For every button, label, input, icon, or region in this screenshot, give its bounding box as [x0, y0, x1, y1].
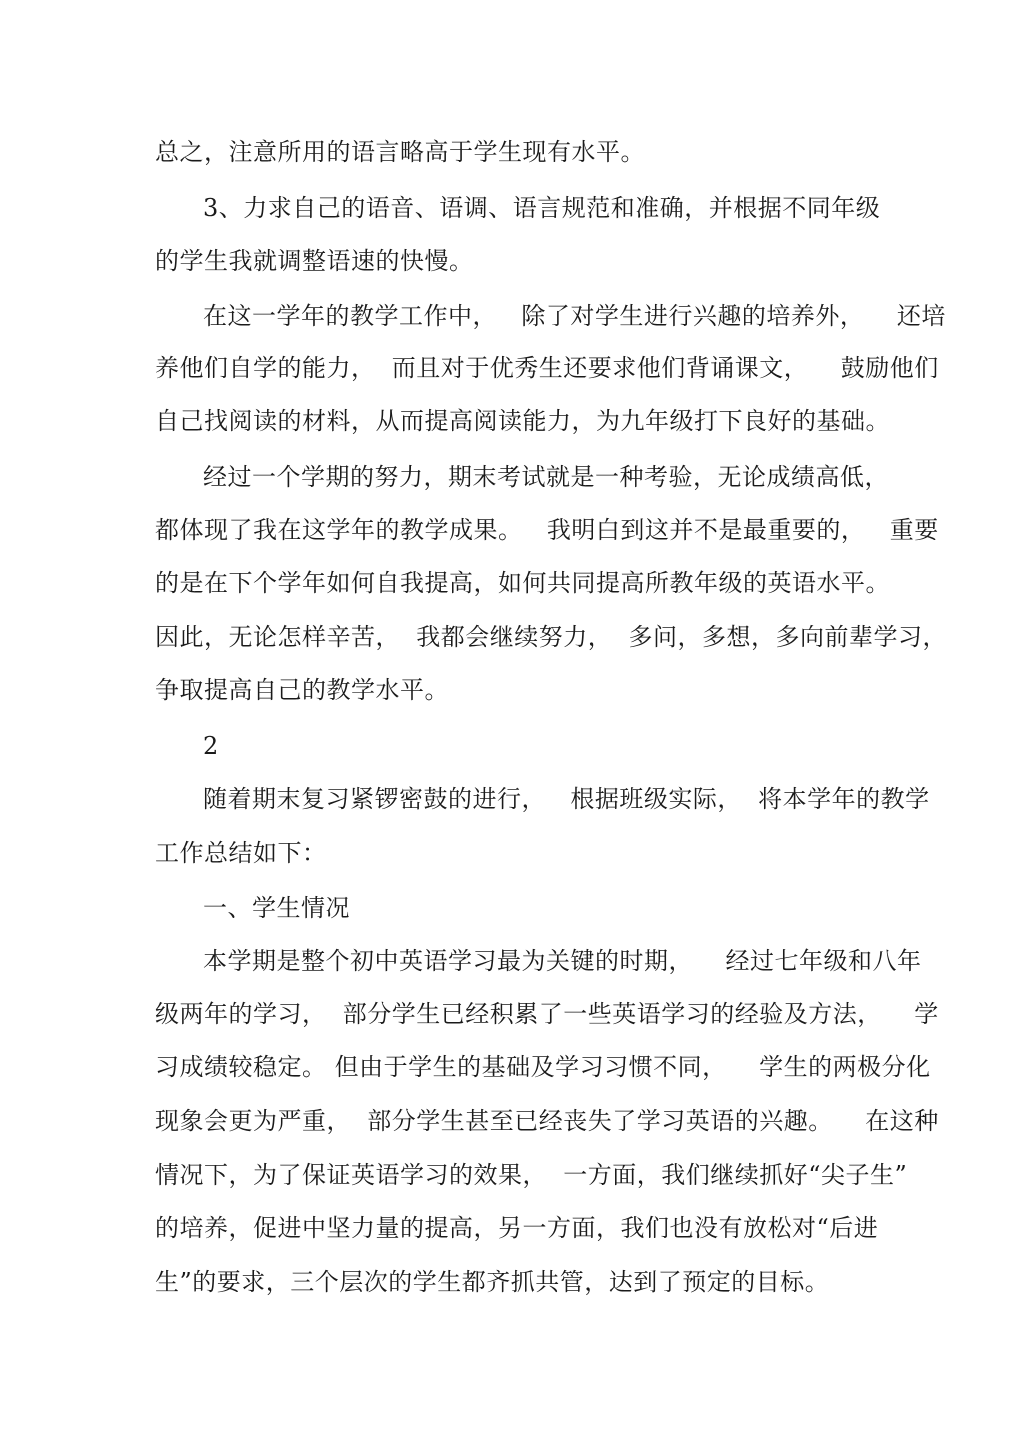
- text-line: 随着期末复习紧锣密鼓的进行， 根据班级实际， 将本学年的教学: [203, 785, 930, 813]
- text-line: 习成绩较稳定。 但由于学生的基础及学习习惯不同， 学生的两极分化: [155, 1053, 931, 1081]
- text-line: 经过一个学期的努力，期末考试就是一种考验，无论成绩高低，: [203, 463, 889, 491]
- text-line: 的学生我就调整语速的快慢。: [155, 247, 474, 275]
- text-line: 本学期是整个初中英语学习最为关键的时期， 经过七年级和八年: [203, 947, 922, 975]
- text-line: 3、力求自己的语音、语调、语言规范和准确，并根据不同年级: [203, 194, 881, 222]
- text-line: 级两年的学习， 部分学生已经积累了一些英语学习的经验及方法， 学: [155, 1000, 939, 1028]
- section-heading: 一、学生情况: [203, 894, 350, 922]
- text-line: 的培养，促进中坚力量的提高，另一方面，我们也没有放松对“后进: [155, 1214, 879, 1242]
- text-line: 情况下，为了保证英语学习的效果， 一方面，我们继续抓好“尖子生”: [155, 1161, 908, 1189]
- section-number: 2: [203, 732, 219, 760]
- text-line: 生”的要求，三个层次的学生都齐抓共管，达到了预定的目标。: [155, 1268, 830, 1296]
- text-line: 养他们自学的能力， 而且对于优秀生还要求他们背诵课文， 鼓励他们: [155, 354, 939, 382]
- text-line: 因此，无论怎样辛苦， 我都会继续努力， 多问，多想，多向前辈学习，: [155, 623, 948, 651]
- text-line: 争取提高自己的教学水平。: [155, 676, 449, 704]
- text-line: 都体现了我在这学年的教学成果。 我明白到这并不是最重要的， 重要: [155, 516, 939, 544]
- text-line: 的是在下个学年如何自我提高，如何共同提高所教年级的英语水平。: [155, 569, 890, 597]
- text-line: 现象会更为严重， 部分学生甚至已经丧失了学习英语的兴趣。 在这种: [155, 1107, 939, 1135]
- text-line: 自己找阅读的材料，从而提高阅读能力，为九年级打下良好的基础。: [155, 407, 890, 435]
- text-line: 在这一学年的教学工作中， 除了对学生进行兴趣的培养外， 还培: [203, 302, 946, 330]
- text-line: 总之，注意所用的语言略高于学生现有水平。: [155, 138, 645, 166]
- text-line: 工作总结如下：: [155, 839, 327, 867]
